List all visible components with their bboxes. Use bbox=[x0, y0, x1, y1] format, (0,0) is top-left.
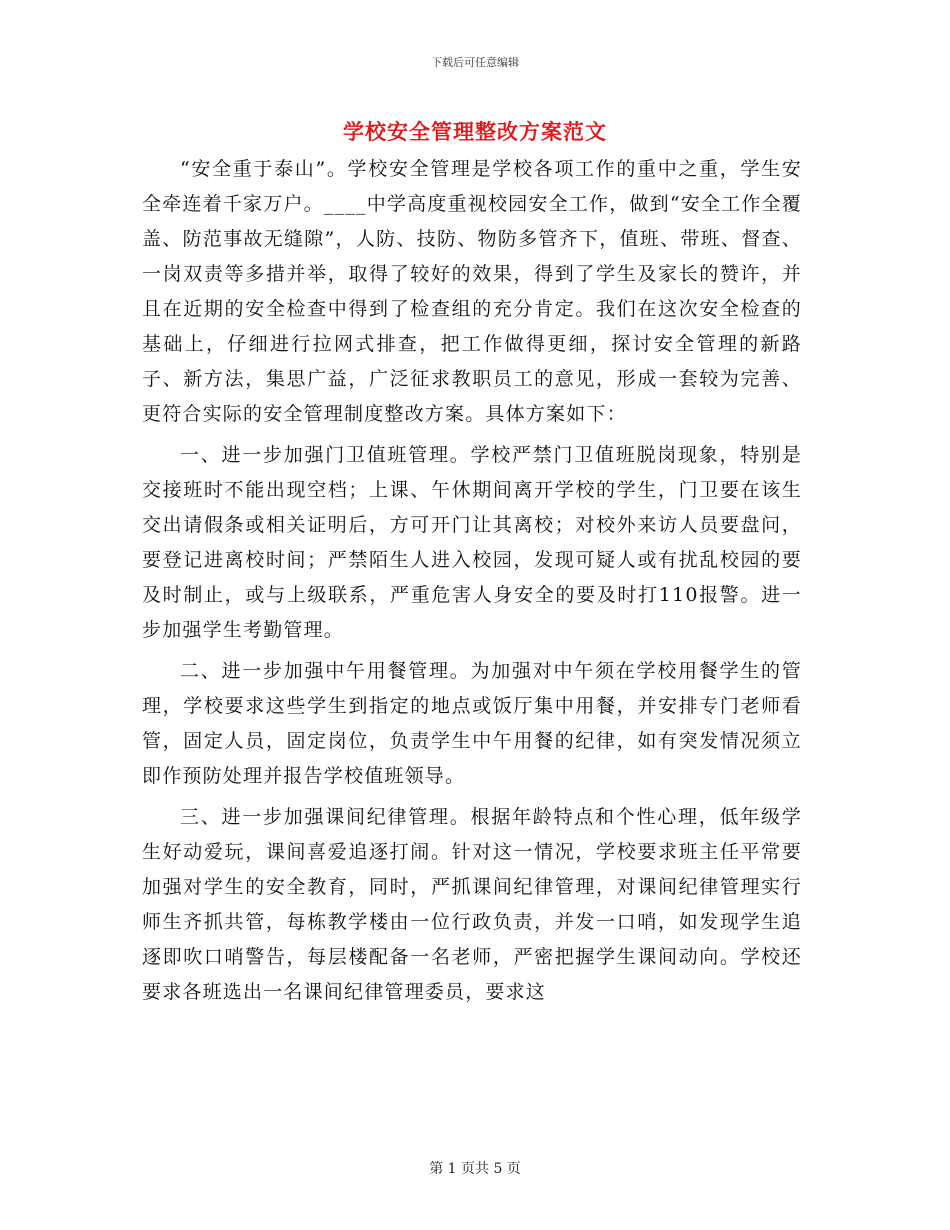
page-footer: 第 1 页共 5 页 bbox=[429, 1161, 521, 1177]
header-note: 下载后可任意编辑 bbox=[431, 56, 519, 69]
document-body bbox=[142, 152, 802, 1010]
paragraph-recess: 三、进一步加强课间纪律管理。根据年龄特点和个性心理，低年级学生好动爱玩，课间喜爱追逐打闹。针对这一情况，学校要求班主任平常要加强对学生的安全教育，同时，严抓课间纪律管理，对课间纪律管理实行师生齐抓共管，每栋教学楼由一位行政负责，并发一口哨，如发现学生追逐即吹口哨警告，每层楼配备一名老师，严密把握学生课间动向。学校还要求各班选出一名课间纪律管理委员，要求这 bbox=[142, 806, 802, 1003]
paragraph-lunch: 二、进一步加强中午用餐管理。为加强对中午须在学校用餐学生的管理，学校要求这些学生到指定的地点或饭厅集中用餐，并安排专门老师看管，固定人员，固定岗位，负责学生中午用餐的纪律，如有突发情况须立即作预防处理并报告学校值班领导。 bbox=[142, 660, 802, 787]
paragraph-gate-duty: 一、进一步加强门卫值班管理。学校严禁门卫值班脱岗现象，特别是交接班时不能出现空档；上课、午休期间离开学校的学生，门卫要在该生交出请假条或相关证明后，方可开门让其离校；对校外来访人员要盘问，要登记进离校时间；严禁陌生人进入校园，发现可疑人或有扰乱校园的要及时制止，或与上级联系，严重危害人身安全的要及时打110报警。进一步加强学生考勤管理。 bbox=[142, 444, 802, 641]
paragraph-intro: “安全重于泰山”。学校安全管理是学校各项工作的重中之重，学生安全牵连着千家万户。____中学高度重视校园安全工作，做到“安全工作全覆盖、防范事故无缝隙”，人防、技防、物防多管齐下，值班、带班、督查、一岗双责等多措并举，取得了较好的效果，得到了学生及家长的赞许，并且在近期的安全检查中得到了检查组的充分肯定。我们在这次安全检查的基础上，仔细进行拉网式排查，把工作做得更细，探讨安全管理的新路子、新方法，集思广益，广泛征求教职员工的意见，形成一套较为完善、更符合实际的安全管理制度整改方案。具体方案如下： bbox=[142, 158, 802, 425]
document-title: 学校安全管理整改方案范文 bbox=[343, 119, 607, 144]
